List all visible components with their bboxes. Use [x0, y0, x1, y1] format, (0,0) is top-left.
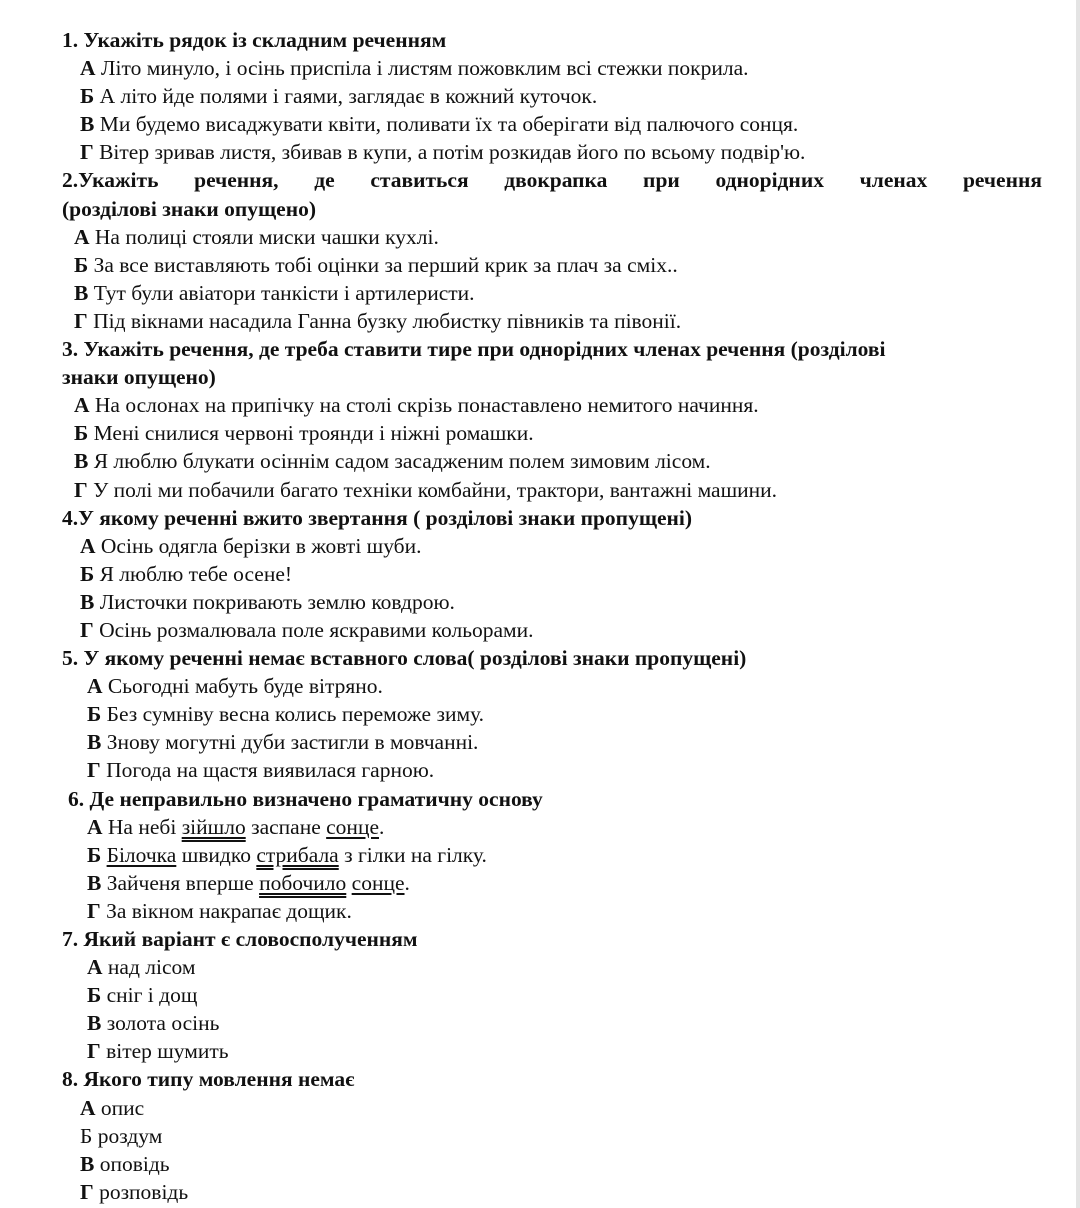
option-text: роздум	[97, 1123, 163, 1148]
subject-underlined: сонце	[351, 870, 405, 895]
page-edge-divider	[1076, 0, 1080, 1208]
question-5-title: 5. У якому реченні немає вставного слова( розділові знаки пропущені)	[62, 646, 747, 671]
option-text: Сьогодні мабуть буде вітряно.	[107, 674, 383, 699]
option-text: вітер шумить	[106, 1039, 229, 1064]
option-text: з гілки на гілку.	[338, 842, 487, 867]
option-letter: А	[87, 955, 103, 980]
option-letter: Б	[80, 84, 95, 109]
question-6-option-v	[0, 869, 1080, 897]
option-letter: В	[80, 589, 95, 614]
question-6-option-h	[0, 897, 1080, 925]
option-letter: Г	[74, 308, 88, 333]
option-letter: Г	[80, 1179, 94, 1204]
option-text: золота осінь	[106, 1011, 220, 1036]
question-3-option-b	[0, 419, 1080, 447]
test-document	[0, 26, 1080, 1206]
question-8-option-a	[0, 1094, 1080, 1122]
option-letter: А	[74, 224, 90, 249]
option-letter: А	[87, 674, 103, 699]
question-7-title: 7. Який варіант є словосполученням	[62, 927, 418, 951]
question-2-option-v	[0, 279, 1080, 307]
option-letter: В	[87, 1011, 102, 1036]
question-8-option-v	[0, 1150, 1080, 1178]
question-1-option-h	[0, 138, 1080, 166]
option-text: Я люблю тебе осене!	[99, 561, 293, 586]
option-letter: Б	[80, 561, 95, 586]
option-letter: А	[87, 814, 103, 839]
question-7-option-a	[0, 953, 1080, 981]
question-7-option-h	[0, 1037, 1080, 1065]
option-text: Осінь одягла берізки в жовті шуби.	[100, 533, 422, 558]
option-letter: В	[87, 870, 102, 895]
question-7-option-v	[0, 1009, 1080, 1037]
question-4-option-h	[0, 616, 1080, 644]
option-letter: Б	[74, 421, 89, 446]
option-letter: В	[74, 280, 89, 305]
option-text: заспане	[245, 814, 327, 839]
question-3-option-h	[0, 476, 1080, 504]
option-letter: В	[74, 449, 89, 474]
option-text: Осінь розмалювала поле яскравими кольорами.	[99, 617, 534, 642]
question-5-option-v	[0, 728, 1080, 756]
option-text: У полі ми побачили багато техніки комбайни, трактори, вантажні машини.	[93, 477, 778, 502]
question-3-title-line-1: 3. Укажіть речення, де треба ставити тире при однорідних членах речення (розділові	[62, 337, 886, 362]
option-letter: Г	[80, 140, 94, 165]
question-2-option-h	[0, 307, 1080, 335]
option-letter: Б	[80, 1123, 93, 1148]
option-text: швидко	[176, 842, 257, 867]
question-5-option-h	[0, 756, 1080, 784]
option-text: На полиці стояли миски чашки кухлі.	[94, 224, 439, 249]
question-5-option-a	[0, 672, 1080, 700]
option-letter: Г	[80, 617, 94, 642]
option-letter: В	[80, 1151, 95, 1176]
option-letter: А	[80, 56, 96, 81]
option-letter: А	[74, 393, 90, 418]
option-letter: Г	[74, 477, 88, 502]
option-text: А літо йде полями і гаями, заглядає в кожний куточок.	[99, 84, 598, 109]
option-text: Знову могутні дуби застигли в мовчанні.	[106, 730, 479, 755]
option-text: розповідь	[99, 1179, 189, 1204]
question-4-title: 4.У якому реченні вжито звертання ( розділові знаки пропущені)	[62, 505, 693, 530]
question-6-title: 6. Де неправильно визначено граматичну основу	[68, 786, 543, 811]
option-text: Під вікнами насадила Ганна бузку любистку півників та півонії.	[93, 308, 682, 333]
question-2-option-a	[0, 223, 1080, 251]
option-text: .	[379, 814, 385, 839]
option-text: над лісом	[107, 955, 196, 980]
question-3-option-v	[0, 447, 1080, 475]
option-text: За все виставляють тобі оцінки за перший крик за плач за сміх..	[93, 252, 678, 277]
question-2-title-line-2: (розділові знаки опущено)	[62, 196, 317, 221]
question-1-option-v	[0, 110, 1080, 138]
question-4-option-b	[0, 560, 1080, 588]
question-4-option-v	[0, 588, 1080, 616]
option-text: Мені снилися червоні троянди і ніжні ромашки.	[93, 421, 534, 446]
option-letter: В	[80, 112, 95, 137]
option-letter: Б	[87, 702, 102, 727]
option-letter: Б	[87, 983, 102, 1008]
question-2-option-b	[0, 251, 1080, 279]
option-text: Без сумніву весна колись переможе зиму.	[106, 702, 485, 727]
option-letter: Г	[87, 898, 101, 923]
subject-underlined: Білочка	[106, 842, 177, 867]
question-8-option-h	[0, 1178, 1080, 1206]
option-letter: А	[80, 1095, 96, 1120]
question-3-title-line-2: знаки опущено)	[62, 365, 216, 390]
option-text: Вітер зривав листя, збивав в купи, а потім розкидав його по всьому подвір'ю.	[99, 140, 806, 165]
option-text: За вікном накрапає дощик.	[106, 898, 352, 923]
question-7-option-b	[0, 981, 1080, 1009]
option-text: Літо минуло, і осінь приспіла і листям пожовклим всі стежки покрила.	[100, 56, 749, 81]
predicate-underlined: зійшло	[181, 814, 246, 839]
question-6-option-a	[0, 813, 1080, 841]
option-text: Тут були авіатори танкісти і артилеристи.	[93, 280, 475, 305]
option-text: Листочки покривають землю ковдрою.	[99, 589, 455, 614]
option-letter: Г	[87, 1039, 101, 1064]
question-3-option-a	[0, 391, 1080, 419]
question-6-option-b	[0, 841, 1080, 869]
option-text: На ослонах на припічку на столі скрізь понаставлено немитого начиння.	[94, 393, 759, 418]
option-letter: Б	[87, 842, 102, 867]
option-text: Погода на щастя виявилася гарною.	[106, 758, 435, 783]
question-4-option-a	[0, 532, 1080, 560]
option-letter: В	[87, 730, 102, 755]
question-1-option-a	[0, 54, 1080, 82]
question-1-title: 1. Укажіть рядок із складним реченням	[62, 28, 447, 52]
predicate-underlined: побочило	[259, 870, 347, 895]
predicate-underlined: стрибала	[256, 842, 339, 867]
question-1-option-b	[0, 82, 1080, 110]
option-text: Я люблю блукати осіннім садом засадженим полем зимовим лісом.	[93, 449, 711, 474]
question-2-title-line-1: 2.Укажіть речення, де ставиться двокрапка при однорідних членах речення	[62, 168, 1042, 193]
question-8-title: 8. Якого типу мовлення немає	[62, 1067, 355, 1092]
question-8-option-b	[0, 1122, 1080, 1150]
option-text: .	[404, 870, 410, 895]
question-5-option-b	[0, 700, 1080, 728]
option-letter: А	[80, 533, 96, 558]
subject-underlined: сонце	[326, 814, 379, 839]
option-text: сніг і дощ	[106, 983, 198, 1008]
option-letter: Б	[74, 252, 89, 277]
option-text: оповідь	[99, 1151, 170, 1176]
option-text: На небі	[107, 814, 182, 839]
option-text: Ми будемо висаджувати квіти, поливати їх та оберігати від палючого сонця.	[99, 112, 799, 137]
option-text: Зайченя вперше	[106, 870, 260, 895]
option-text: опис	[100, 1095, 145, 1120]
option-letter: Г	[87, 758, 101, 783]
